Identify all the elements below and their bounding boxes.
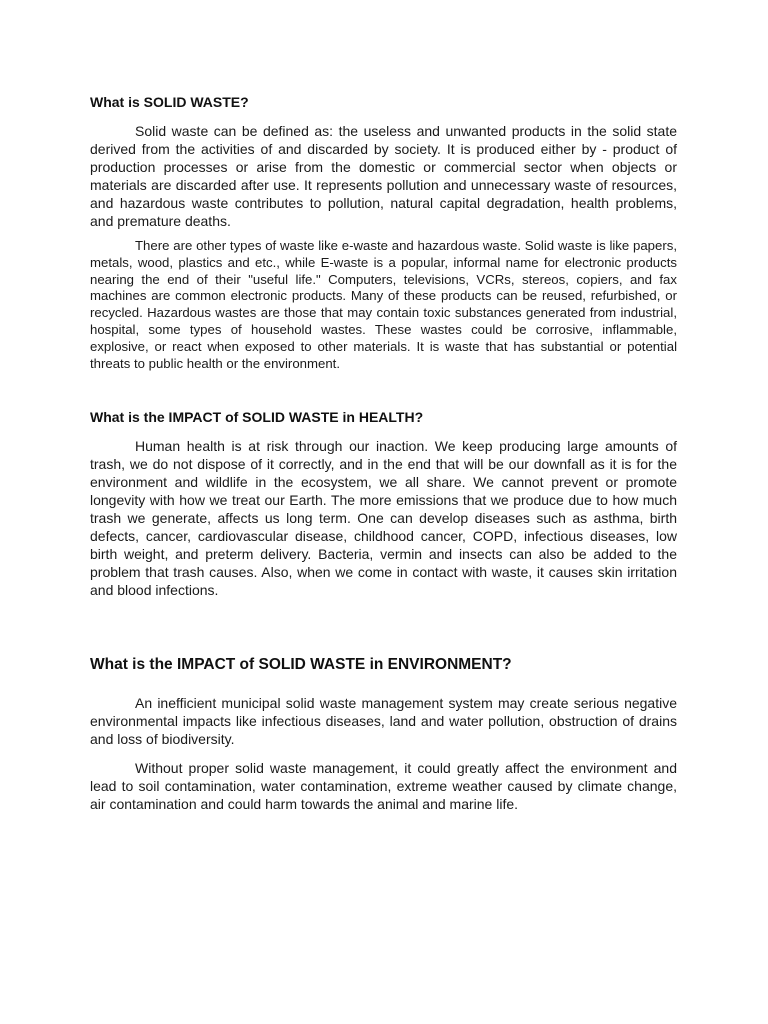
paragraph-waste-management: Without proper solid waste management, it could greatly affect the environment and lead to soil contamination, water contamination, extreme weather caused by climate change, air contamination and could harm towards the animal and marine life. bbox=[90, 760, 677, 812]
paragraph-environment-impacts: An inefficient municipal solid waste management system may create serious negative environmental impacts like infectious diseases, land and water pollution, obstruction of drains and loss of biodiversity. bbox=[90, 695, 677, 747]
heading-solid-waste: What is SOLID WASTE? bbox=[90, 94, 249, 110]
heading-impact-environment: What is the IMPACT of SOLID WASTE in ENVIRONMENT? bbox=[90, 656, 512, 673]
heading-impact-health: What is the IMPACT of SOLID WASTE in HEALTH? bbox=[90, 409, 424, 425]
paragraph-solid-waste-definition: Solid waste can be defined as: the useless and unwanted products in the solid state derived from the activities of and discarded by society. It is produced either by - product of production processes or arise from the domestic or commercial sector when objects or materials are discarded after use. It represents pollution and unnecessary waste of resources, and hazardous waste contributes to pollution, natural capital degradation, health problems, and premature deaths. bbox=[90, 123, 677, 229]
paragraph-impact-health: Human health is at risk through our inaction. We keep producing large amounts of trash, we do not dispose of it correctly, and in the end that will be our downfall as it is for the environment and wildlife in the ecosystem, we all share. We cannot prevent or promote longevity with how we treat our Earth. The more emissions that we produce due to how much trash we generate, affects us long term. One can develop diseases such as asthma, birth defects, cancer, cardiovascular disease, childhood cancer, COPD, infectious diseases, low birth weight, and preterm delivery. Bacteria, vermin and insects can also be added to the problem that trash causes. Also, when we come in contact with waste, it causes skin irritation and blood infections. bbox=[90, 438, 677, 598]
paragraph-types-of-waste: There are other types of waste like e-waste and hazardous waste. Solid waste is like papers, metals, wood, plastics and etc., while E-waste is a popular, informal name for electronic products nearing the end of their "useful life." Computers, televisions, VCRs, stereos, copiers, and fax machines are common electronic products. Many of these products can be reused, refurbished, or recycled. Hazardous wastes are those that may contain toxic substances generated from industrial, hospital, some types of household wastes. These wastes could be corrosive, inflammable, explosive, or react when exposed to other materials. It is waste that has substantial or potential threats to public health or the environment. bbox=[90, 238, 677, 371]
